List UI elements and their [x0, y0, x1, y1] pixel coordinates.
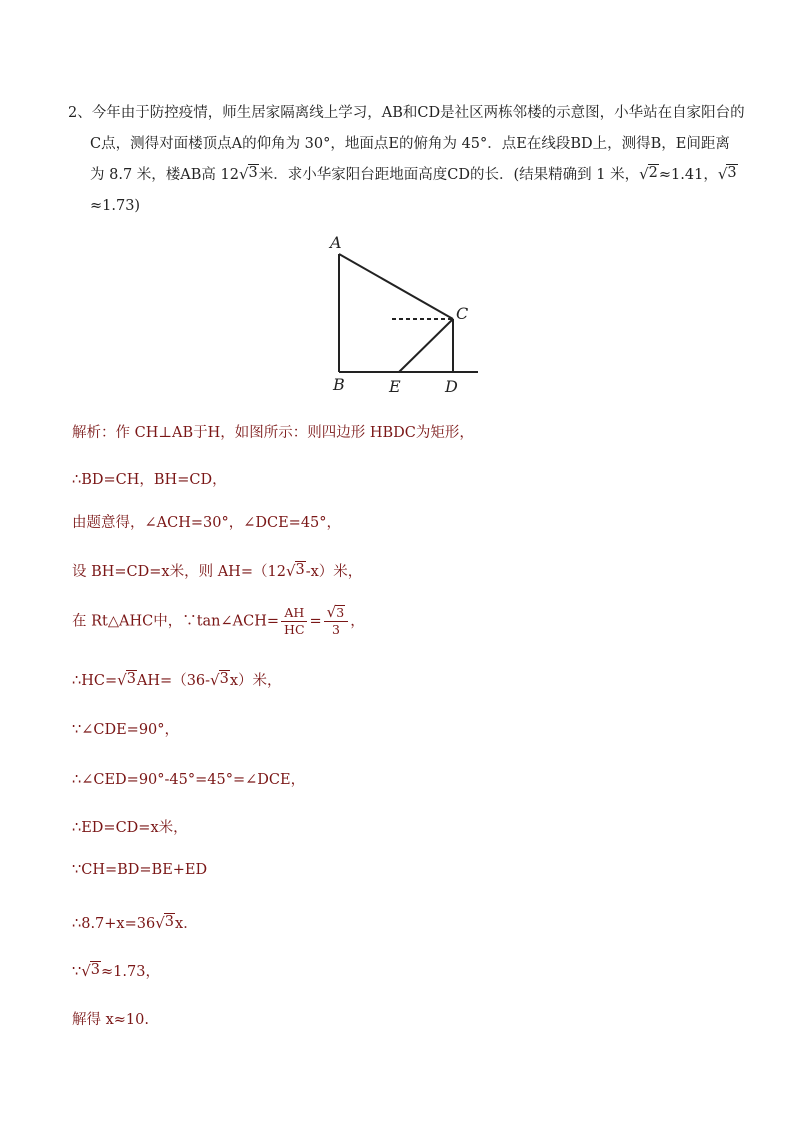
- solution-line-1: 解析：作 CH⊥AB于H，如图所示：则四边形 HBDC为矩形，: [72, 425, 474, 441]
- problem-line-1: 2、今年由于防控疫情，师生居家隔离线上学习，AB和CD是社区两栋邻楼的示意图，小华站在自家阳台的: [68, 105, 745, 121]
- solution-line-8: ∴∠CED=90°-45°=45°=∠DCE，: [72, 772, 306, 788]
- solution-line-6-start: ∴HC=: [72, 673, 118, 689]
- solution-line-12-start: ∵: [72, 964, 82, 980]
- solution-line-5-start: 在 Rt△AHC中，∵tan∠ACH=: [72, 613, 280, 630]
- problem-text: [68, 98, 745, 222]
- equals-sign: =: [309, 613, 322, 630]
- solution-line-4-start: 设 BH=CD=x米，则 AH=（12: [72, 564, 286, 580]
- solution-line-4-end: -x）米，: [305, 564, 363, 580]
- problem-line-3-start: 为 8.7 米，楼AB高 12: [90, 167, 239, 183]
- line-ce: [399, 319, 453, 372]
- solution-line-12: [72, 960, 160, 981]
- solution-line-6-middle: AH=（36-: [136, 673, 211, 689]
- solution-line-11-start: ∴8.7+x=36: [72, 916, 156, 932]
- solution-line-4: [72, 560, 362, 581]
- solution-line-13: 解得 x≈10.: [72, 1012, 149, 1028]
- solution-line-5-end: ，: [350, 613, 365, 630]
- label-e: E: [389, 377, 401, 396]
- solution-line-9: ∴ED=CD=x米，: [72, 820, 188, 836]
- problem-line-3: [68, 160, 737, 191]
- solution-line-6-end: x）米，: [229, 673, 282, 689]
- sqrt-3-radical-2: √ 3: [717, 165, 737, 183]
- sqrt-3-radical-s12: √ 3: [81, 962, 101, 980]
- solution-line-12-end: ≈1.73，: [101, 964, 160, 980]
- problem-line-3-middle: 米．求小华家阳台距地面高度CD的长．(结果精确到 1 米，: [258, 167, 640, 183]
- fraction-sqrt3-over-3: √ 3 3: [324, 605, 349, 638]
- problem-line-3-approx: ≈1.41，: [658, 167, 718, 183]
- sqrt-3-radical-s6b: √ 3: [210, 671, 229, 689]
- sqrt-3-radical-s4: √ 3: [285, 562, 305, 580]
- problem-line-4: ≈1.73): [90, 198, 141, 214]
- fraction-ah-hc: $\frac{AH}{HC}$: [281, 605, 307, 637]
- solution-line-5: [72, 605, 365, 638]
- solution-line-11: [72, 912, 198, 933]
- geometry-figure: [310, 228, 500, 404]
- solution-line-6: [72, 669, 282, 690]
- solution-line-11-end: x．: [175, 916, 198, 932]
- sqrt-3-radical-s6: √ 3: [117, 671, 136, 689]
- solution-line-3: 由题意得，∠ACH=30°，∠DCE=45°，: [72, 515, 342, 531]
- solution-line-7: ∵∠CDE=90°，: [72, 722, 180, 738]
- sqrt-3-radical: √ 3: [238, 165, 258, 183]
- solution-line-10: ∵CH=BD=BE+ED: [72, 862, 208, 878]
- label-a: A: [330, 233, 342, 252]
- sqrt-2-radical: √ 2: [639, 165, 658, 183]
- sqrt-3-radical-s11: √ 3: [155, 914, 175, 932]
- line-ac: [339, 254, 453, 319]
- label-b: B: [333, 375, 345, 394]
- problem-line-2: C点，测得对面楼顶点A的仰角为 30°，地面点E的俯角为 45°．点E在线段BD上，测得B，E间距离: [90, 136, 730, 152]
- solution-line-2: ∴BD=CH，BH=CD，: [72, 472, 227, 488]
- label-d: D: [445, 377, 458, 396]
- label-c: C: [456, 304, 469, 323]
